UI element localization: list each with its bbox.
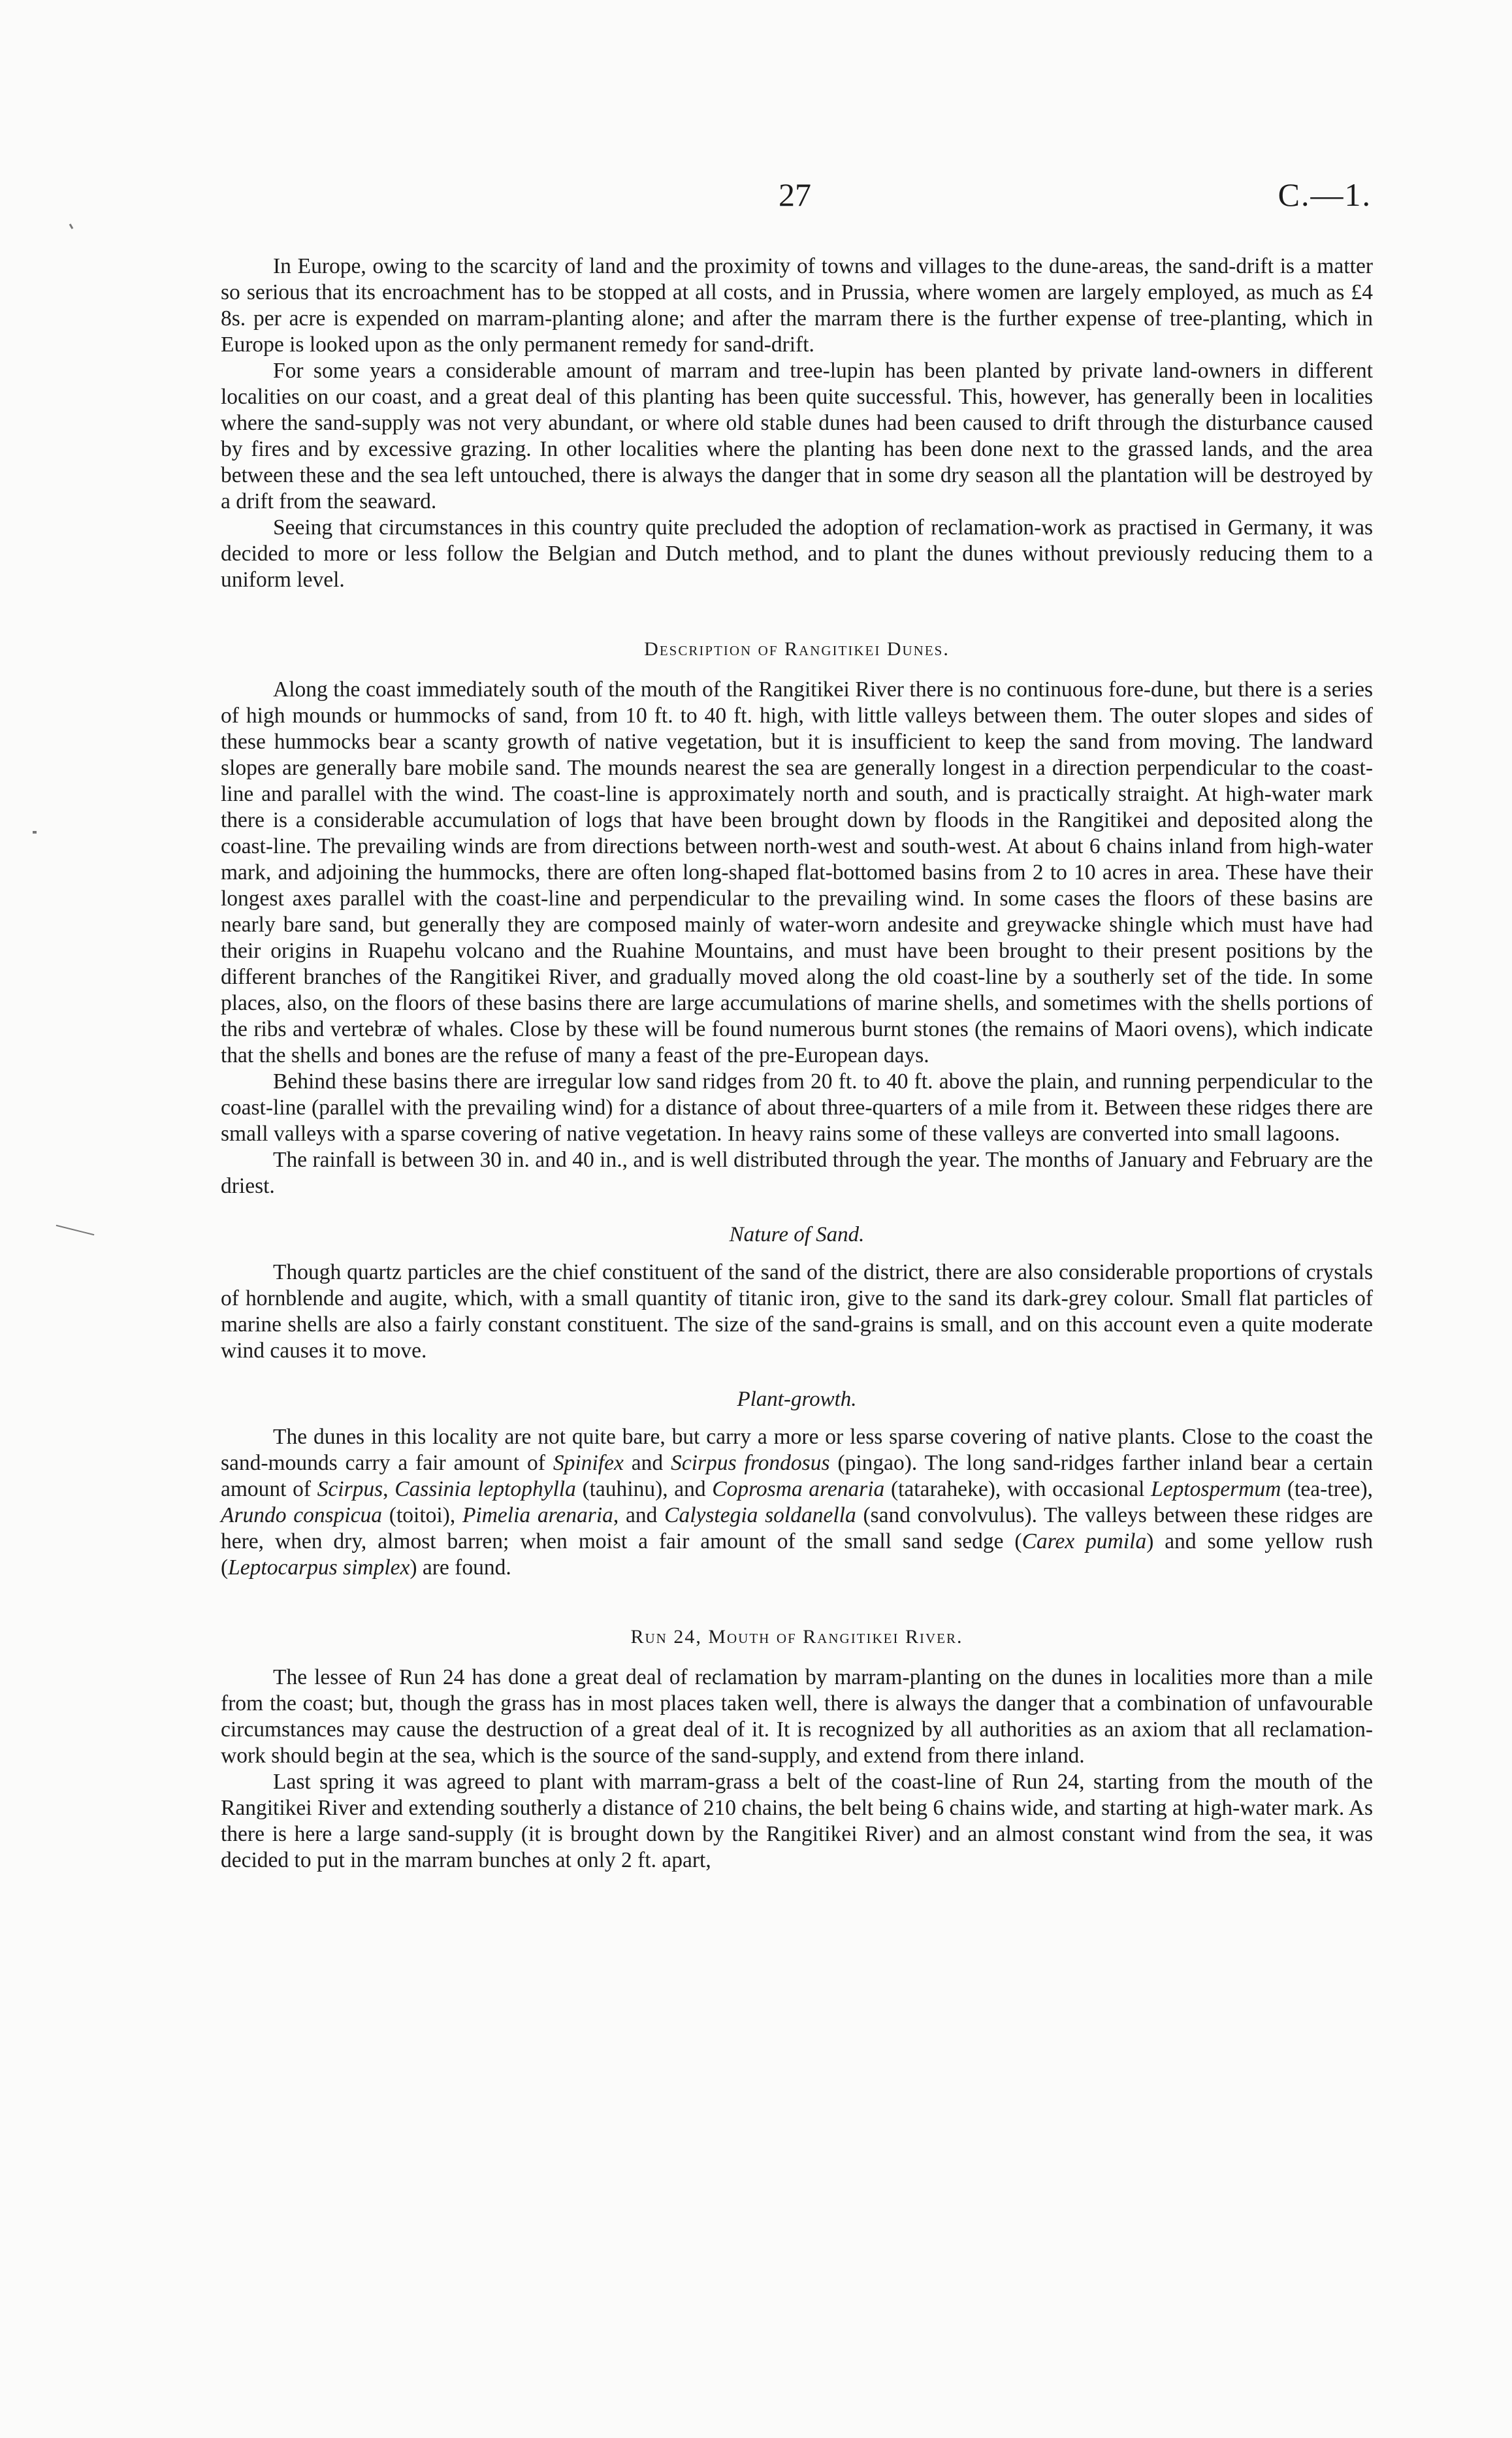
text-run: ) and some yellow rush (	[221, 1529, 1374, 1580]
species-name: Calystegia soldanella	[664, 1503, 856, 1527]
margin-mark	[69, 223, 74, 229]
text-run: (sand convolvulus). The valleys between these ridges are here, when dry, almost barren; when moist a fair amount of the small sand sedge (	[221, 1503, 1373, 1553]
text-run: (toitoi),	[382, 1503, 462, 1527]
species-name: Leptospermum	[1151, 1477, 1281, 1501]
series-code: C.—1.	[1278, 176, 1372, 213]
text-run: (tauhinu), and	[575, 1477, 713, 1501]
species-name: Coprosma arenaria	[712, 1477, 885, 1501]
section-heading: Description of Rangitikei Dunes.	[644, 638, 950, 660]
paragraph: Along the coast immediately south of the mouth of the Rangitikei River there is no continuous fore-dune, but there is a series of high mounds or hummocks of sand, from 10 ft. to 40 ft. high, with little valleys between them. The outer slopes and sides of these hummocks bear a scanty growth of native vegetation, but it is insufficient to keep the sand from moving. The landward slopes are generally bare mobile sand. The mounds nearest the sea are generally longest in a direction perpendicular to the coast-line and parallel with the wind. The coast-line is approximately north and south, and is practically straight. At high-water mark there is a considerable accumulation of logs that have been brought down by floods in the Rangitikei and deposited along the coast-line. The prevailing winds are from directions between north-west and south-west. At about 6 chains inland from high-water mark, and adjoining the hummocks, there are often long-shaped flat-bottomed basins from 2 to 10 acres in area. These have their longest axes parallel with the coast-line and perpendicular to the prevailing wind. In some cases the floors of these basins are nearly bare sand, but generally they are composed mainly of water-worn andesite and greywacke shingle which must have had their origins in Ruapehu volcano and the Ruahine Mountains, and must have been brought to their present positions by the different branches of the Rangitikei River, and gradually moved along the old coast-line by a southerly set of the tide. In some places, also, on the floors of these basins there are large accumulations of marine shells, and sometimes with the shells portions of the ribs and vertebræ of whales. Close by these will be found numerous burnt stones (the remains of Maori ovens), which indicate that the shells and bones are the refuse of many a feast of the pre-European days.	[221, 677, 1373, 1067]
species-name: Cassinia leptophylla	[394, 1477, 576, 1501]
paragraph	[221, 1424, 1373, 1581]
paragraph: Behind these basins there are irregular low sand ridges from 20 ft. to 40 ft. above the plain, and running perpendicular to the coast-line (parallel with the prevailing wind) for a distance of about three-quarters of a mile from it. Between these ridges there are small valleys with a sparse covering of native vegetation. In heavy rains some of these valleys are converted into small lagoons.	[221, 1069, 1373, 1146]
species-name: Scirpus frondosus	[671, 1451, 830, 1475]
text-run: (pingao). The long sand-ridges farther inland bear a certain amount of	[221, 1451, 1373, 1501]
paragraph: The lessee of Run 24 has done a great deal of reclamation by marram-planting on the dunes in localities more than a mile from the coast; but, though the grass has in most places taken well, there is always the danger that a combination of unfavourable circumstances may cause the destruction of a great deal of it. It is recognized by all authorities as an axiom that all reclamation-work should begin at the sea, which is the source of the sand-supply, and extend from there inland.	[221, 1665, 1373, 1768]
subsection-heading: Nature of Sand.	[729, 1223, 865, 1246]
page-header	[222, 175, 1372, 221]
species-name: Scirpus	[317, 1477, 383, 1501]
text-run: , and	[613, 1503, 665, 1527]
text-run: (tea-tree),	[1281, 1477, 1373, 1501]
body-text	[221, 253, 1373, 1874]
margin-mark	[56, 1225, 95, 1235]
paragraph: For some years a considerable amount of marram and tree-lupin has been planted by private land-owners in different localities on our coast, and a great deal of this planting has been quite successful. This, however, has generally been in localities where the sand-supply was not very abundant, or where old stable dunes had been caused to drift through the disturbance caused by fires and by excessive grazing. In other localities where the planting has been done next to the grassed lands, and the area between these and the sea left untouched, there is always the danger that in some dry season all the plantation will be destroyed by a drift from the seaward.	[221, 359, 1373, 513]
paragraph: In Europe, owing to the scarcity of land and the proximity of towns and villages to the dune-areas, the sand-drift is a matter so serious that its encroachment has to be stopped at all costs, and in Prussia, where women are largely employed, as much as £4 8s. per acre is expended on marram-planting alone; and after the marram there is the further expense of tree-planting, which in Europe is looked upon as the only permanent remedy for sand-drift.	[221, 254, 1373, 357]
margin-mark	[33, 831, 37, 834]
paragraph: The rainfall is between 30 in. and 40 in., and is well distributed through the year. The months of January and February are the driest.	[221, 1148, 1373, 1198]
text-run: (tataraheke), with occasional	[884, 1477, 1151, 1501]
section-heading: Run 24, Mouth of Rangitikei River.	[630, 1626, 963, 1648]
species-name: Pimelia arenaria	[462, 1503, 613, 1527]
species-name: Leptocarpus simplex	[228, 1555, 410, 1580]
text-run: and	[623, 1451, 671, 1475]
species-name: Carex pumila	[1021, 1529, 1147, 1553]
text-run: ,	[383, 1477, 395, 1501]
paragraph: Last spring it was agreed to plant with marram-grass a belt of the coast-line of Run 24, starting from the mouth of the Rangitikei River and extending southerly a distance of 210 chains, the belt being 6 chains wide, and starting at high-water mark. As there is here a large sand-supply (it is brought down by the Rangitikei River) and an almost constant wind from the sea, it was decided to put in the marram bunches at only 2 ft. apart,	[221, 1770, 1373, 1872]
text-run: The dunes in this locality are not quite bare, but carry a more or less sparse covering of native plants. Close to the coast the sand-mounds carry a fair amount of	[221, 1425, 1373, 1475]
subsection-heading: Plant-growth.	[737, 1388, 857, 1411]
paragraph: Seeing that circumstances in this country quite precluded the adoption of reclamation-work as practised in Germany, it was decided to more or less follow the Belgian and Dutch method, and to plant the dunes without previously reducing them to a uniform level.	[221, 515, 1373, 592]
paragraph: Though quartz particles are the chief constituent of the sand of the district, there are also considerable proportions of crystals of hornblende and augite, which, with a small quantity of titanic iron, give to the sand its dark-grey colour. Small flat particles of marine shells are also a fairly constant constituent. The size of the sand-grains is small, and on this account even a quite moderate wind causes it to move.	[221, 1260, 1373, 1363]
text-run: ) are found.	[410, 1555, 511, 1580]
species-name: Spinifex	[553, 1451, 624, 1475]
page-number: 27	[779, 176, 811, 213]
species-name: Arundo conspicua	[221, 1503, 383, 1527]
